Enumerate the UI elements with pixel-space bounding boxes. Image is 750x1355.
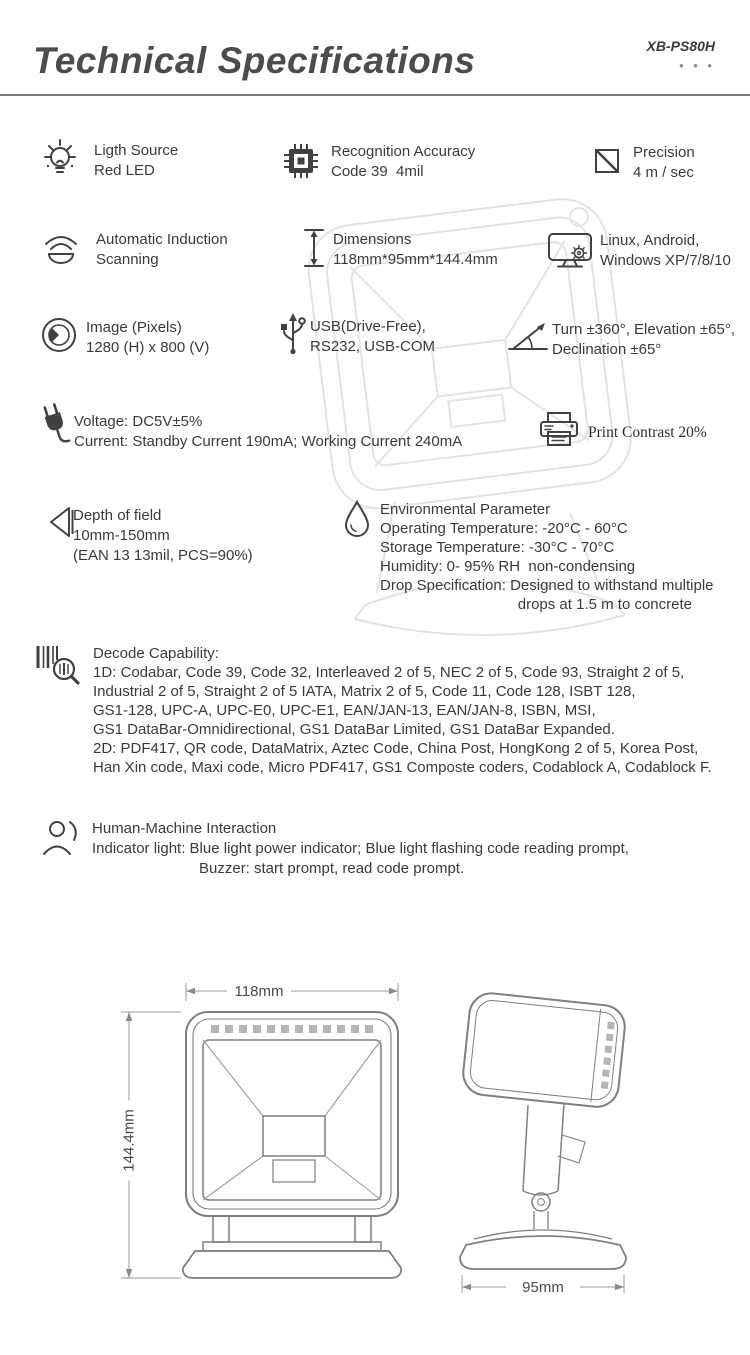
spec-line: Current: Standby Current 190mA; Working Current 240mA	[74, 433, 463, 450]
spec-line: Print Contrast 20%	[588, 424, 707, 441]
header-divider	[0, 94, 750, 96]
spec-line: Industrial 2 of 5, Straight 2 of 5 IATA, Matrix 2 of 5, Code 11, Code 128, ISBT 128,	[93, 683, 636, 700]
spec-item-depth-of-field	[46, 504, 253, 566]
spec-line: Ligth Source	[94, 142, 179, 159]
spec-line: 4 m / sec	[633, 164, 694, 181]
spec-line: Scanning	[96, 251, 159, 268]
ruler-icon	[299, 225, 329, 271]
spec-line: Indicator light: Blue light power indicator; Blue light flashing code reading prompt,	[92, 840, 629, 857]
spec-item-light-source	[36, 136, 178, 184]
dimension-label-height: 144.4mm	[121, 1101, 138, 1181]
spec-line: Code 39 4mil	[331, 163, 424, 180]
spec-line: GS1-128, UPC-A, UPC-E0, UPC-E1, EAN/JAN-13, EAN/JAN-8, ISBN, MSI,	[93, 702, 596, 719]
spec-item-environment	[340, 498, 714, 614]
hmi-title: Human-Machine Interaction	[92, 820, 277, 837]
spec-item-image-pixels	[38, 314, 209, 358]
side-view-drawing	[448, 985, 648, 1315]
barcode-magnifier-icon	[33, 642, 81, 688]
bulb-icon	[36, 136, 84, 184]
spec-line: Buzzer: start prompt, read code prompt.	[199, 860, 465, 877]
monitor-gear-icon	[546, 228, 596, 270]
precision-icon	[589, 143, 625, 179]
spec-item-dimensions	[299, 225, 498, 271]
spec-line: 118mm*95mm*144.4mm	[333, 251, 498, 268]
lens-icon	[38, 314, 80, 356]
spec-item-power	[38, 402, 462, 452]
spec-line: (EAN 13 13mil, PCS=90%)	[73, 547, 253, 564]
spec-line: Red LED	[94, 162, 155, 179]
spec-line: Drop Specification: Designed to withstand multiple	[380, 577, 714, 594]
spec-item-recognition-accuracy	[281, 141, 475, 182]
spec-item-precision	[589, 143, 695, 183]
dimension-label-width: 118mm	[227, 983, 291, 1000]
spec-item-decode-capability	[33, 642, 712, 777]
spec-line: drops at 1.5 m to concrete	[517, 596, 692, 613]
spec-line: Voltage: DC5V±5%	[74, 413, 203, 430]
spec-line: USB(Drive-Free),	[310, 318, 426, 335]
spec-item-os-support	[546, 228, 731, 271]
page-title: Technical Specifications	[33, 40, 476, 81]
spec-line: 10mm-150mm	[73, 527, 170, 544]
spec-line: Recognition Accuracy	[331, 143, 476, 160]
decode-title: Decode Capability:	[93, 645, 219, 662]
wedge-icon	[46, 504, 76, 540]
spec-line: RS232, USB-COM	[310, 338, 436, 355]
spec-item-interface	[276, 310, 435, 357]
model-number: XB-PS80H	[646, 38, 715, 54]
spec-line: Storage Temperature: -30°C - 70°C	[380, 539, 615, 556]
plug-icon	[38, 402, 74, 450]
spec-line: Depth of field	[73, 507, 162, 524]
spec-line: GS1 DataBar-Omnidirectional, GS1 DataBar Limited, GS1 DataBar Expanded.	[93, 721, 615, 738]
induction-icon	[36, 226, 86, 270]
spec-line: Turn ±360°, Elevation ±65°,	[552, 321, 736, 338]
spec-line: Environmental Parameter	[380, 501, 551, 518]
spec-item-rotation	[506, 318, 735, 360]
spec-line: Humidity: 0- 95% RH non-condensing	[380, 558, 636, 575]
spec-line: Image (Pixels)	[86, 319, 182, 336]
printer-icon	[536, 410, 582, 450]
spec-line: 2D: PDF417, QR code, DataMatrix, Aztec Code, China Post, HongKong 2 of 5, Korea Post,	[93, 740, 699, 757]
ellipsis-dots-icon: • • •	[679, 58, 715, 73]
dimension-label-depth: 95mm	[513, 1279, 573, 1296]
spec-line: 1D: Codabar, Code 39, Code 32, Interleaved 2 of 5, NEC 2 of 5, Code 93, Straight 2 of 5,	[93, 664, 685, 681]
spec-line: Linux, Android,	[600, 232, 700, 249]
chip-icon	[281, 141, 321, 181]
droplet-icon	[340, 498, 374, 540]
spec-item-auto-induction	[36, 226, 228, 270]
front-view-drawing	[115, 978, 425, 1308]
spec-item-hmi	[40, 816, 629, 879]
spec-line: Windows XP/7/8/10	[600, 252, 731, 269]
spec-line: 1280 (H) x 800 (V)	[86, 339, 210, 356]
spec-line: Precision	[633, 144, 695, 161]
person-icon	[40, 816, 84, 858]
spec-item-print-contrast	[536, 410, 707, 450]
angle-icon	[506, 318, 550, 354]
usb-icon	[276, 310, 310, 356]
spec-line: Declination ±65°	[552, 341, 662, 358]
spec-line: Automatic Induction	[96, 231, 228, 248]
spec-line: Han Xin code, Maxi code, Micro PDF417, GS1 Composte coders, Codablock A, Codablock F.	[93, 759, 712, 776]
spec-line: Operating Temperature: -20°C - 60°C	[380, 520, 628, 537]
spec-line: Dimensions	[333, 231, 412, 248]
